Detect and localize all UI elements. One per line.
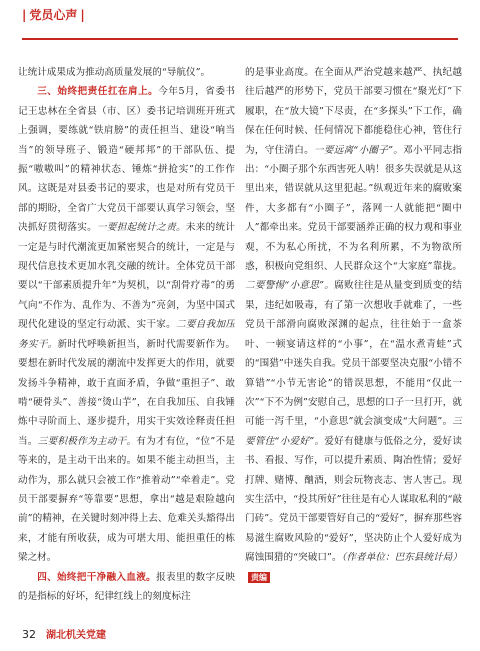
editor-tag: 责编 [248,572,270,583]
right-column [245,63,462,619]
paragraph: 的是事业高度。在全面从严治党越来越严、执纪越往后越严的形势下，党员干部要习惯在“聚光灯”下履职，在“放大镜”下尽责，在“多探头”下工作，确保在任何时候、任何情况下都能稳住心神，管住行为，守住清白。一要远离“小圈子”。邓小平同志指出：“小圈子那个东西害死人呐！很多失误就是从这里出来，错误就从这里犯起。”纵观近年来的腐败案件，大多都有“小圈子”，落网一人就能把“圈中人”都牵出来。党员干部要涵养正确的权力观和事业观，不为私心所扰，不为名利所累，不为物欲所惑，积极向党组织、人民群众这个“大家庭”靠拢。二要警惕“小意思”。腐败往往是从量变到质变的结果，违纪如吸毒，有了第一次想收手就难了，一些党员干部滑向腐败深渊的起点，往往始于一盒茶叶、一顿宴请这样的“小事”，在“温水煮青蛙”式的“围猎”中迷失自我。党员干部要坚决克服“小错不算错”“小节无害论”的错误思想，不能用“仅此一次”“下不为例”安慰自己，思想的口子一旦打开，就可能一泻千里，“小意思”就会演变成“大问题”。三要管住“小爱好”。爱好有健康与低俗之分，爱好读书、看报、写作，可以提升素质、陶冶性情；爱好打牌、赌博、酗酒，则会玩物丧志、害人害己。现实生活中，“投其所好”往往是有心人谋取私利的“敲门砖”。党员干部要管好自己的“爱好”，摒弃那些容易滋生腐败风险的“爱好”，坚决防止个人爱好成为腐蚀围猎的“突破口”。（作者单位：巴东县统计局）责编 [245,67,462,582]
subheading: 三要积极作为主动干。 [37,435,137,447]
magazine-name: 湖北机关党建 [46,630,106,641]
paragraph: 让统计成果成为推动高质量发展的“导航仪”。 [18,67,211,78]
page-footer [22,626,106,641]
page-number: 32 [22,628,36,641]
paragraph: 三、始终把责任扛在肩上。今年5月，省委书记王忠林在全省县（市、区）委书记培训班开班式上强调，要练就“铁肩膀”的责任担当、建设“响当当”的领导班子、锻造“硬邦邦”的干部队伍、提振“嗷嗷叫”的精神状态、锤炼“拼抢实”的工作作风。这既是对县委书记的要求，也是对所有党员干部的期盼，全省广大党员干部要认真学习领会，坚决抓好贯彻落实。一要担起统计之责。未来的统计一定是与时代潮流更加紧密契合的统计，一定是与现代信息技术更加水乳交融的统计。全体党员干部要以“干部素质提升年”为契机，以“刮骨疗毒”的勇气向“不作为、乱作为、不善为”亮剑，为坚中国式现代化建设的坚定行动派、实干家。二要自我加压务实干。新时代呼唤新担当，新时代需要新作为。要想在新时代发展的潮流中发挥更大的作用，就要发扬斗争精神，敢于直面矛盾，争做“重担子”、敢啃“硬骨头”、善接“烫山芋”，在自我加压、自我锤炼中寻阶而上、逐步提升，用实干实效诠释责任担当。三要积极作为主动干。有为才有位，“位”不是等来的，是主动干出来的。如果不能主动担当，主动作为，那么就只会被工作“推着动”“牵着走”。党员干部要摒弃“等靠要”思想，拿出“越是艰险越向前”的精神，在关键时刻冲得上去、危难关头豁得出来，才能有所收获，成为可堪大用、能担重任的栋梁之材。 [18,86,235,564]
section-header [22,6,85,23]
paragraph: 四、始终把干净融入血液。报表里的数字反映的是指标的好坏，纪律红线上的刻度标注 [18,571,235,602]
section-title: 党员心声 [29,8,78,22]
subheading: 二要警惕“小意思”。 [245,280,335,292]
author-note: （作者单位：巴东县统计局） [341,552,462,564]
section-heading: 四、始终把干净融入血液。 [37,571,157,583]
subheading: 三要管住“小爱好”。 [245,416,462,447]
subheading: 二要自我加压务实干。 [18,319,235,350]
section-header-bar-right: | [80,7,85,22]
section-heading: 三、始终把责任扛在肩上。 [37,86,159,98]
section-header-bar-left: | [22,7,27,22]
subheading: 一要担起统计之责。 [97,222,186,234]
subheading: 一要远离“小圈子”。 [313,144,404,156]
header-divider [22,38,458,40]
left-column [18,63,235,619]
article-body [18,63,462,619]
